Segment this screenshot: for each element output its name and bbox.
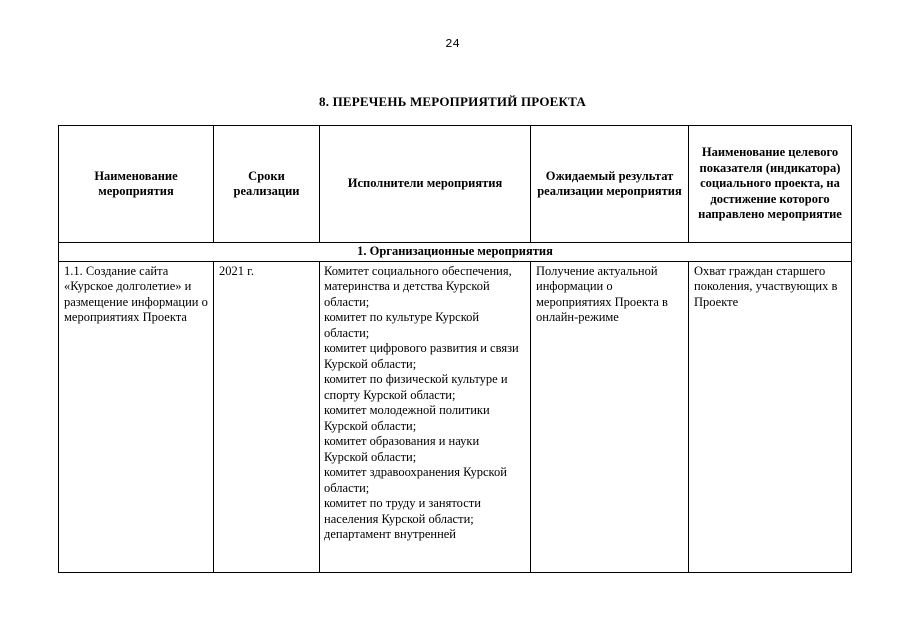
- group-row: [59, 243, 852, 262]
- cell-target-indicator: Охват граждан старшего поколения, участвующих в Проекте: [689, 261, 852, 572]
- executor-item: комитет молодежной политики Курской области;: [324, 403, 490, 433]
- group-title: 1. Организационные мероприятия: [59, 243, 852, 262]
- executor-item: комитет по культуре Курской области;: [324, 310, 480, 340]
- header-target-indicator: Наименование целевого показателя (индикатора) социального проекта, на достижение которого направлено мероприятие: [689, 126, 852, 243]
- header-event-name: Наименование мероприятия: [59, 126, 214, 243]
- executor-item: Комитет социального обеспечения, материнства и детства Курской области;: [324, 263, 512, 309]
- table-header-row: [59, 126, 852, 243]
- cell-event-name: 1.1. Создание сайта «Курское долголетие» и размещение информации о мероприятиях Проекта: [59, 261, 214, 572]
- section-title: 8. ПЕРЕЧЕНЬ МЕРОПРИЯТИЙ ПРОЕКТА: [319, 94, 586, 109]
- events-table: [58, 125, 852, 573]
- cell-executors: [320, 261, 531, 572]
- header-expected-result: Ожидаемый результат реализации мероприятия: [531, 126, 689, 243]
- executor-item: комитет по труду и занятости населения Курской области;: [324, 496, 481, 526]
- executor-item: комитет здравоохранения Курской области;: [324, 465, 507, 495]
- cell-term: 2021 г.: [214, 261, 320, 572]
- table-row: [59, 261, 852, 572]
- header-executors: Исполнители мероприятия: [320, 126, 531, 243]
- header-term: Сроки реализации: [214, 126, 320, 243]
- executor-item: комитет образования и науки Курской области;: [324, 434, 480, 464]
- cell-expected-result: Получение актуальной информации о мероприятиях Проекта в онлайн-режиме: [531, 261, 689, 572]
- executor-item: комитет цифрового развития и связи Курской области;: [324, 341, 519, 371]
- executor-item: комитет по физической культуре и спорту Курской области;: [324, 372, 508, 402]
- executor-item: департамент внутренней: [324, 527, 457, 541]
- page-number: 24: [445, 37, 460, 51]
